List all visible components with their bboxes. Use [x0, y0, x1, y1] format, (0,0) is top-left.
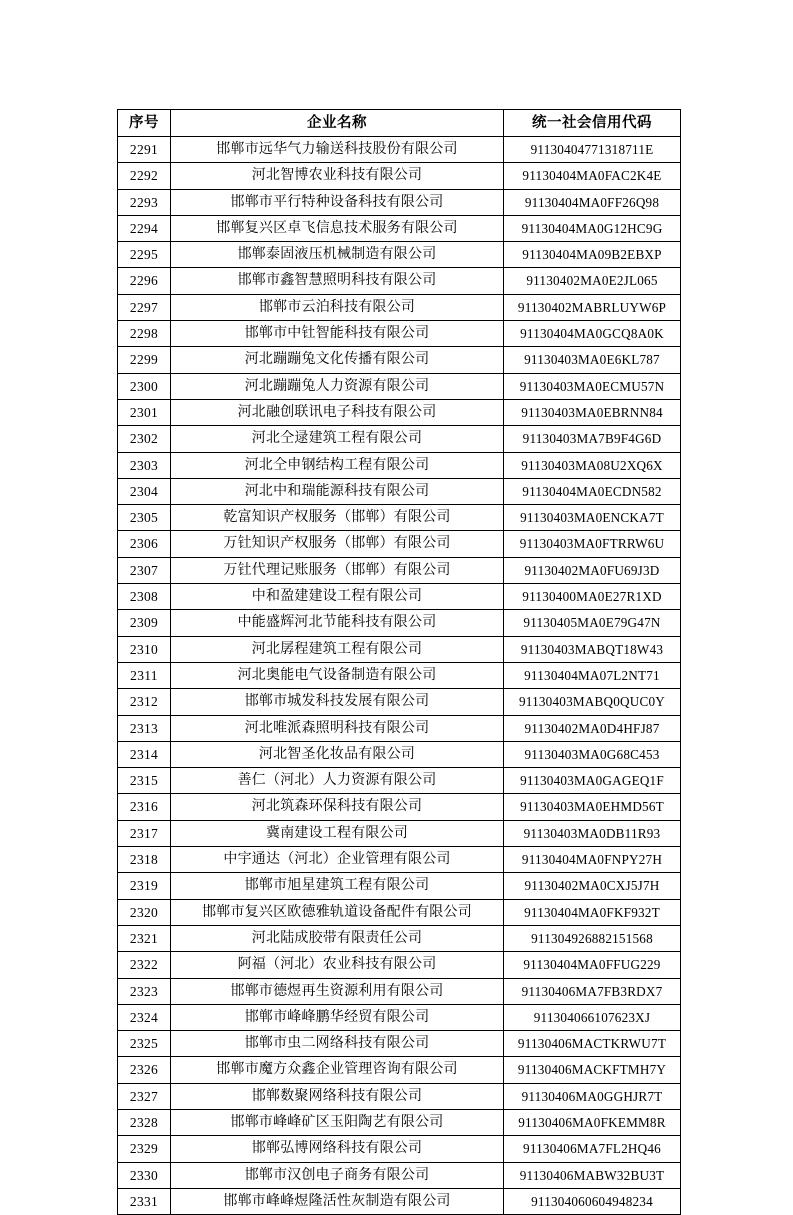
- cell-index: 2291: [118, 137, 171, 163]
- table-row: [118, 347, 681, 373]
- table-row: [118, 531, 681, 557]
- cell-index: 2323: [118, 978, 171, 1004]
- cell-credit-code: 91130402MA0E2JL065: [504, 268, 681, 294]
- cell-index: 2309: [118, 610, 171, 636]
- table-row: [118, 768, 681, 794]
- table-row: [118, 189, 681, 215]
- cell-company-name: 河北蹦蹦兔文化传播有限公司: [171, 347, 504, 373]
- cell-credit-code: 91130404MA0FKF932T: [504, 899, 681, 925]
- table-row: [118, 215, 681, 241]
- cell-credit-code: 91130403MA0ENCKA7T: [504, 505, 681, 531]
- cell-credit-code: 91130403MA0ECMU57N: [504, 373, 681, 399]
- cell-credit-code: 91130404771318711E: [504, 137, 681, 163]
- cell-company-name: 邯郸市远华气力输送科技股份有限公司: [171, 137, 504, 163]
- cell-index: 2314: [118, 741, 171, 767]
- cell-credit-code: 91130404MA07L2NT71: [504, 662, 681, 688]
- cell-credit-code: 91130406MA7FL2HQ46: [504, 1136, 681, 1162]
- cell-company-name: 万钍知识产权服务（邯郸）有限公司: [171, 531, 504, 557]
- table-row: [118, 1188, 681, 1214]
- cell-company-name: 阿福（河北）农业科技有限公司: [171, 952, 504, 978]
- cell-company-name: 邯郸市峰峰矿区玉阳陶艺有限公司: [171, 1109, 504, 1135]
- cell-company-name: 邯郸市旭星建筑工程有限公司: [171, 873, 504, 899]
- cell-company-name: 邯郸市汉创电子商务有限公司: [171, 1162, 504, 1188]
- cell-index: 2305: [118, 505, 171, 531]
- cell-index: 2327: [118, 1083, 171, 1109]
- cell-company-name: 河北融创联讯电子科技有限公司: [171, 399, 504, 425]
- cell-credit-code: 91130404MA0G12HC9G: [504, 215, 681, 241]
- cell-credit-code: 91130404MA0FFUG229: [504, 952, 681, 978]
- cell-company-name: 邯郸市鑫智慧照明科技有限公司: [171, 268, 504, 294]
- cell-credit-code: 91130400MA0E27R1XD: [504, 584, 681, 610]
- cell-credit-code: 911304066107623XJ: [504, 1004, 681, 1030]
- table-row: [118, 242, 681, 268]
- table-row: [118, 321, 681, 347]
- cell-index: 2302: [118, 426, 171, 452]
- cell-company-name: 中宇通达（河北）企业管理有限公司: [171, 847, 504, 873]
- cell-company-name: 冀南建设工程有限公司: [171, 820, 504, 846]
- cell-credit-code: 91130404MA0ECDN582: [504, 478, 681, 504]
- cell-index: 2315: [118, 768, 171, 794]
- table-row: [118, 952, 681, 978]
- cell-index: 2293: [118, 189, 171, 215]
- cell-company-name: 河北智圣化妆品有限公司: [171, 741, 504, 767]
- cell-company-name: 中和盈建建设工程有限公司: [171, 584, 504, 610]
- cell-company-name: 河北奥能电气设备制造有限公司: [171, 662, 504, 688]
- cell-credit-code: 91130403MA0E6KL787: [504, 347, 681, 373]
- cell-company-name: 邯郸市峰峰鹏华经贸有限公司: [171, 1004, 504, 1030]
- cell-index: 2294: [118, 215, 171, 241]
- cell-credit-code: 91130403MA08U2XQ6X: [504, 452, 681, 478]
- cell-index: 2304: [118, 478, 171, 504]
- table-header: [118, 110, 681, 137]
- table-header-row: [118, 110, 681, 137]
- table-row: [118, 610, 681, 636]
- table-row: [118, 1083, 681, 1109]
- cell-index: 2313: [118, 715, 171, 741]
- table-row: [118, 662, 681, 688]
- cell-credit-code: 91130403MA0EHMD56T: [504, 794, 681, 820]
- cell-index: 2317: [118, 820, 171, 846]
- table-row: [118, 741, 681, 767]
- cell-index: 2329: [118, 1136, 171, 1162]
- table-row: [118, 294, 681, 320]
- cell-index: 2328: [118, 1109, 171, 1135]
- cell-company-name: 河北筑森环保科技有限公司: [171, 794, 504, 820]
- cell-index: 2303: [118, 452, 171, 478]
- cell-index: 2308: [118, 584, 171, 610]
- table-row: [118, 399, 681, 425]
- cell-index: 2320: [118, 899, 171, 925]
- cell-company-name: 河北陆成胶带有限责任公司: [171, 925, 504, 951]
- table-row: [118, 1057, 681, 1083]
- cell-company-name: 河北仝申钢结构工程有限公司: [171, 452, 504, 478]
- cell-credit-code: 91130403MA0DB11R93: [504, 820, 681, 846]
- cell-index: 2295: [118, 242, 171, 268]
- cell-index: 2319: [118, 873, 171, 899]
- cell-index: 2300: [118, 373, 171, 399]
- cell-credit-code: 91130406MA0GGHJR7T: [504, 1083, 681, 1109]
- cell-index: 2299: [118, 347, 171, 373]
- cell-company-name: 邯郸复兴区卓飞信息技术服务有限公司: [171, 215, 504, 241]
- table-row: [118, 478, 681, 504]
- cell-index: 2324: [118, 1004, 171, 1030]
- cell-index: 2322: [118, 952, 171, 978]
- table-row: [118, 373, 681, 399]
- cell-index: 2296: [118, 268, 171, 294]
- table-row: [118, 794, 681, 820]
- cell-credit-code: 91130403MA0FTRRW6U: [504, 531, 681, 557]
- cell-company-name: 邯郸数聚网络科技有限公司: [171, 1083, 504, 1109]
- cell-company-name: 乾富知识产权服务（邯郸）有限公司: [171, 505, 504, 531]
- cell-company-name: 善仁（河北）人力资源有限公司: [171, 768, 504, 794]
- cell-company-name: 河北中和瑞能源科技有限公司: [171, 478, 504, 504]
- cell-index: 2326: [118, 1057, 171, 1083]
- cell-credit-code: 91130404MA0FF26Q98: [504, 189, 681, 215]
- table-row: [118, 1031, 681, 1057]
- table-row: [118, 1136, 681, 1162]
- cell-index: 2310: [118, 636, 171, 662]
- cell-company-name: 邯郸市平行特种设备科技有限公司: [171, 189, 504, 215]
- cell-index: 2312: [118, 689, 171, 715]
- cell-index: 2325: [118, 1031, 171, 1057]
- table-row: [118, 978, 681, 1004]
- cell-company-name: 河北蹦蹦兔人力资源有限公司: [171, 373, 504, 399]
- table-row: [118, 636, 681, 662]
- cell-index: 2331: [118, 1188, 171, 1214]
- table-row: [118, 584, 681, 610]
- table-row: [118, 1109, 681, 1135]
- company-registry-table-container: [117, 109, 680, 1215]
- table-row: [118, 715, 681, 741]
- cell-credit-code: 91130406MACTKRWU7T: [504, 1031, 681, 1057]
- column-header-company-name: 企业名称: [171, 110, 504, 137]
- cell-credit-code: 91130406MA0FKEMM8R: [504, 1109, 681, 1135]
- cell-company-name: 河北孱程建筑工程有限公司: [171, 636, 504, 662]
- cell-company-name: 河北仝逯建筑工程有限公司: [171, 426, 504, 452]
- cell-index: 2297: [118, 294, 171, 320]
- cell-company-name: 邯郸弘博网络科技有限公司: [171, 1136, 504, 1162]
- table-row: [118, 847, 681, 873]
- table-row: [118, 452, 681, 478]
- cell-credit-code: 91130403MA7B9F4G6D: [504, 426, 681, 452]
- table-row: [118, 873, 681, 899]
- table-body: [118, 137, 681, 1215]
- cell-company-name: 邯郸市德煜再生资源利用有限公司: [171, 978, 504, 1004]
- cell-credit-code: 91130403MABQT18W43: [504, 636, 681, 662]
- cell-index: 2311: [118, 662, 171, 688]
- cell-credit-code: 91130406MA7FB3RDX7: [504, 978, 681, 1004]
- cell-index: 2301: [118, 399, 171, 425]
- cell-company-name: 邯郸市复兴区欧德雅轨道设备配件有限公司: [171, 899, 504, 925]
- table-row: [118, 1004, 681, 1030]
- cell-credit-code: 91130404MA0FNPY27H: [504, 847, 681, 873]
- cell-index: 2318: [118, 847, 171, 873]
- cell-company-name: 邯郸市云泊科技有限公司: [171, 294, 504, 320]
- table-row: [118, 268, 681, 294]
- cell-index: 2306: [118, 531, 171, 557]
- table-row: [118, 163, 681, 189]
- column-header-index: 序号: [118, 110, 171, 137]
- cell-index: 2321: [118, 925, 171, 951]
- cell-credit-code: 911304926882151568: [504, 925, 681, 951]
- cell-company-name: 邯郸市城发科技发展有限公司: [171, 689, 504, 715]
- cell-credit-code: 91130402MA0CXJ5J7H: [504, 873, 681, 899]
- cell-credit-code: 91130402MA0D4HFJ87: [504, 715, 681, 741]
- table-row: [118, 689, 681, 715]
- cell-company-name: 万钍代理记账服务（邯郸）有限公司: [171, 557, 504, 583]
- cell-company-name: 河北智博农业科技有限公司: [171, 163, 504, 189]
- cell-company-name: 邯郸泰固液压机械制造有限公司: [171, 242, 504, 268]
- cell-company-name: 邯郸市峰峰煜隆活性灰制造有限公司: [171, 1188, 504, 1214]
- cell-index: 2307: [118, 557, 171, 583]
- company-registry-table: [117, 109, 681, 1215]
- cell-company-name: 中能盛辉河北节能科技有限公司: [171, 610, 504, 636]
- table-row: [118, 426, 681, 452]
- cell-credit-code: 91130402MA0FU69J3D: [504, 557, 681, 583]
- cell-index: 2298: [118, 321, 171, 347]
- cell-credit-code: 91130404MA09B2EBXP: [504, 242, 681, 268]
- cell-company-name: 邯郸市魔方众鑫企业管理咨询有限公司: [171, 1057, 504, 1083]
- cell-credit-code: 91130404MA0GCQ8A0K: [504, 321, 681, 347]
- cell-credit-code: 911304060604948234: [504, 1188, 681, 1214]
- cell-credit-code: 91130403MA0GAGEQ1F: [504, 768, 681, 794]
- column-header-credit-code: 统一社会信用代码: [504, 110, 681, 137]
- table-row: [118, 820, 681, 846]
- cell-credit-code: 91130402MABRLUYW6P: [504, 294, 681, 320]
- table-row: [118, 557, 681, 583]
- cell-company-name: 河北唯派森照明科技有限公司: [171, 715, 504, 741]
- cell-company-name: 邯郸市中钍智能科技有限公司: [171, 321, 504, 347]
- cell-credit-code: 91130403MABQ0QUC0Y: [504, 689, 681, 715]
- table-row: [118, 137, 681, 163]
- cell-index: 2292: [118, 163, 171, 189]
- cell-index: 2330: [118, 1162, 171, 1188]
- table-row: [118, 899, 681, 925]
- table-row: [118, 505, 681, 531]
- cell-credit-code: 91130406MABW32BU3T: [504, 1162, 681, 1188]
- cell-credit-code: 91130403MA0G68C453: [504, 741, 681, 767]
- cell-credit-code: 91130403MA0EBRNN84: [504, 399, 681, 425]
- cell-index: 2316: [118, 794, 171, 820]
- cell-company-name: 邯郸市虫二网络科技有限公司: [171, 1031, 504, 1057]
- table-row: [118, 1162, 681, 1188]
- cell-credit-code: 91130406MACKFTMH7Y: [504, 1057, 681, 1083]
- table-row: [118, 925, 681, 951]
- cell-credit-code: 91130405MA0E79G47N: [504, 610, 681, 636]
- cell-credit-code: 91130404MA0FAC2K4E: [504, 163, 681, 189]
